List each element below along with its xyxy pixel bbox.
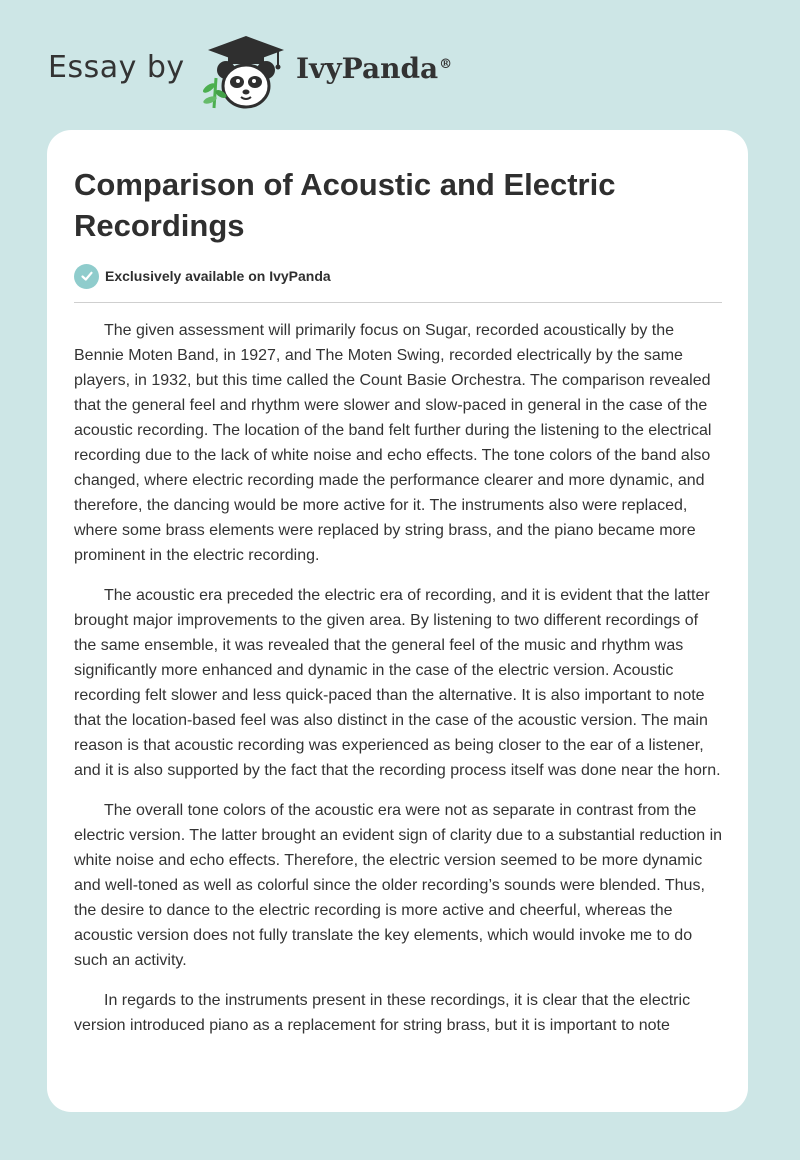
site-header [0, 0, 800, 130]
brand-prefix: Essay by [48, 50, 185, 85]
page-title: Comparison of Acoustic and Electric Recordings [74, 167, 616, 243]
paragraph: The overall tone colors of the acoustic era were not as separate in contrast from the electric version. The latter brought an evident sign of clarity due to a substantial reduction in white noise and echo effects. Therefore, the electric version seemed to be more dynamic and well-toned as well as colorful since the older recording’s sounds were blended. Thus, the desire to dance to the electric recording is more active and cheerful, whereas the acoustic version does not fully translate the key elements, which would invoke me to do such an activity. [74, 802, 723, 969]
essay-card [47, 130, 748, 1112]
paragraph: In regards to the instruments present in these recordings, it is clear that the electric version introduced piano as a replacement for string brass, but it is important to note [74, 992, 691, 1034]
paragraph: The acoustic era preceded the electric era of recording, and it is evident that the latter brought major improvements to the given area. By listening to two different recordings of the same ensemble, it was revealed that the general feel of the music and rhythm was significantly more enhanced and dynamic in the case of the electric version. Acoustic recording felt slower and less quick-paced than the alternative. It is also important to note that the location-based feel was also distinct in the case of the acoustic version. The main reason is that acoustic recording was experienced as being closer to the ear of a listener, and it is also supported by the fact that the recording process itself was done near the horn. [74, 587, 721, 779]
brand-name-text: IvyPanda [296, 52, 439, 85]
registered-mark: ® [439, 56, 453, 72]
essay-body [74, 318, 724, 1098]
paragraph: The given assessment will primarily focus on Sugar, recorded acoustically by the Bennie Moten Band, in 1927, and The Moten Swing, recorded electrically by the same players, in 1932, but this time called the Count Basie Orchestra. The comparison revealed that the general feel and rhythm were slower and slow-paced in general in the case of the acoustic recording. The location of the band felt further during the listening to the electrical recording due to the lack of white noise and echo effects. The tone colors of the band also changed, where electric recording made the performance clearer and more dynamic, and therefore, the dancing would be more active for it. The instruments also were replaced, where some brass elements were replaced by string brass, and the piano became more prominent in the electric recording. [74, 322, 712, 564]
exclusive-badge [74, 263, 331, 289]
brand-name[interactable] [296, 52, 452, 85]
divider [74, 302, 722, 303]
panda-graduate-logo-icon[interactable] [198, 34, 294, 112]
exclusive-label: Exclusively available on IvyPanda [105, 268, 331, 284]
check-circle-icon [74, 264, 99, 289]
